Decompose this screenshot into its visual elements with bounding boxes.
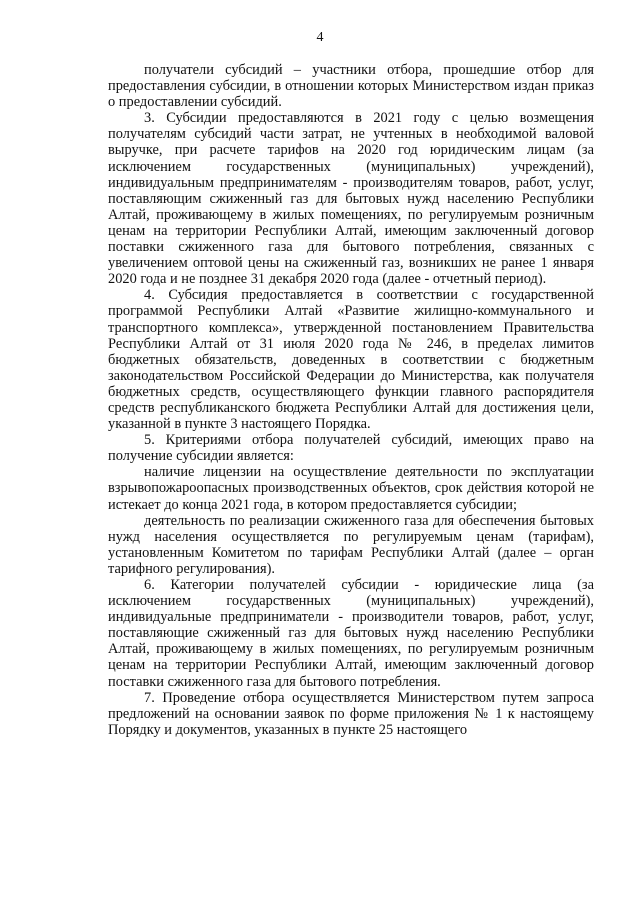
page-number: 4 — [316, 30, 324, 45]
paragraph-5-selection-criteria: 5. Критериями отбора получателей субсидий, имеющих право на получение субсидии является: — [108, 432, 594, 465]
document-body — [108, 62, 594, 738]
paragraph-3-subsidy-purpose: 3. Субсидии предоставляются в 2021 году с целью возмещения получателям субсидий части затрат, не учтенных в необходимой валовой выручке, при расчете тарифов на 2020 год юридическим лицам (за исключением государственных (муниципальных) учреждений), индивидуальным предпринимателям - производителям товаров, работ, услуг, поставляющим сжиженный газ для бытовых нужд населению Республики Алтай, проживающему в жилых помещениях, по регулируемым розничным ценам на территории Республики Алтай, имеющим заключенный договор поставки сжиженного газа для бытового потребления, связанных с увеличением оптовой цены на сжиженный газ, возникших не ранее 1 января 2020 года и не позднее 31 декабря 2020 года (далее - отчетный период). — [108, 110, 594, 288]
paragraph-criterion-license: наличие лицензии на осуществление деятельности по эксплуатации взрывопожароопасных производственных объектов, срок действия которой не истекает до конца 2021 года, в котором предоставляется субсидии; — [108, 464, 594, 513]
paragraph-criterion-regulated-prices: деятельность по реализации сжиженного газа для обеспечения бытовых нужд населения осуществляется по регулируемым ценам (тарифам), установленным Комитетом по тарифам Республики Алтай (далее – орган тарифного регулирования). — [108, 512, 594, 577]
paragraph-7-selection-procedure: 7. Проведение отбора осуществляется Министерством путем запроса предложений на основании заявок по форме приложения № 1 к настоящему Порядку и документов, указанных в пункте 25 настоящего — [108, 689, 594, 738]
paragraph-6-recipient-categories: 6. Категории получателей субсидии - юридические лица (за исключением государственных (муниципальных) учреждений), индивидуальные предприниматели - производители товаров, работ, услуг, поставляющие сжиженный газ для бытовых нужд населению Республики Алтай, проживающему в жилых помещениях, по регулируемым розничным ценам на территории Республики Алтай, имеющим заключенный договор поставки сжиженного газа для бытового потребления. — [108, 577, 594, 690]
paragraph-recipients-definition: получатели субсидий – участники отбора, прошедшие отбор для предоставления субсидии, в отношении которых Министерством издан приказ о предоставлении субсидий. — [108, 62, 594, 111]
paragraph-4-subsidy-basis: 4. Субсидия предоставляется в соответствии с государственной программой Республики Алтай «Развитие жилищно-коммунального и транспортного комплекса», утвержденной постановлением Правительства Республики Алтай от 31 июля 2020 года № 246, в пределах лимитов бюджетных обязательств, доведенных в соответствии с бюджетным законодательством Российской Федерации до Министерства, как получателя бюджетных средств, осуществляющего функции главного распорядителя средств республиканского бюджета Республики Алтай для достижения цели, указанной в пункте 3 настоящего Порядка. — [108, 287, 594, 433]
